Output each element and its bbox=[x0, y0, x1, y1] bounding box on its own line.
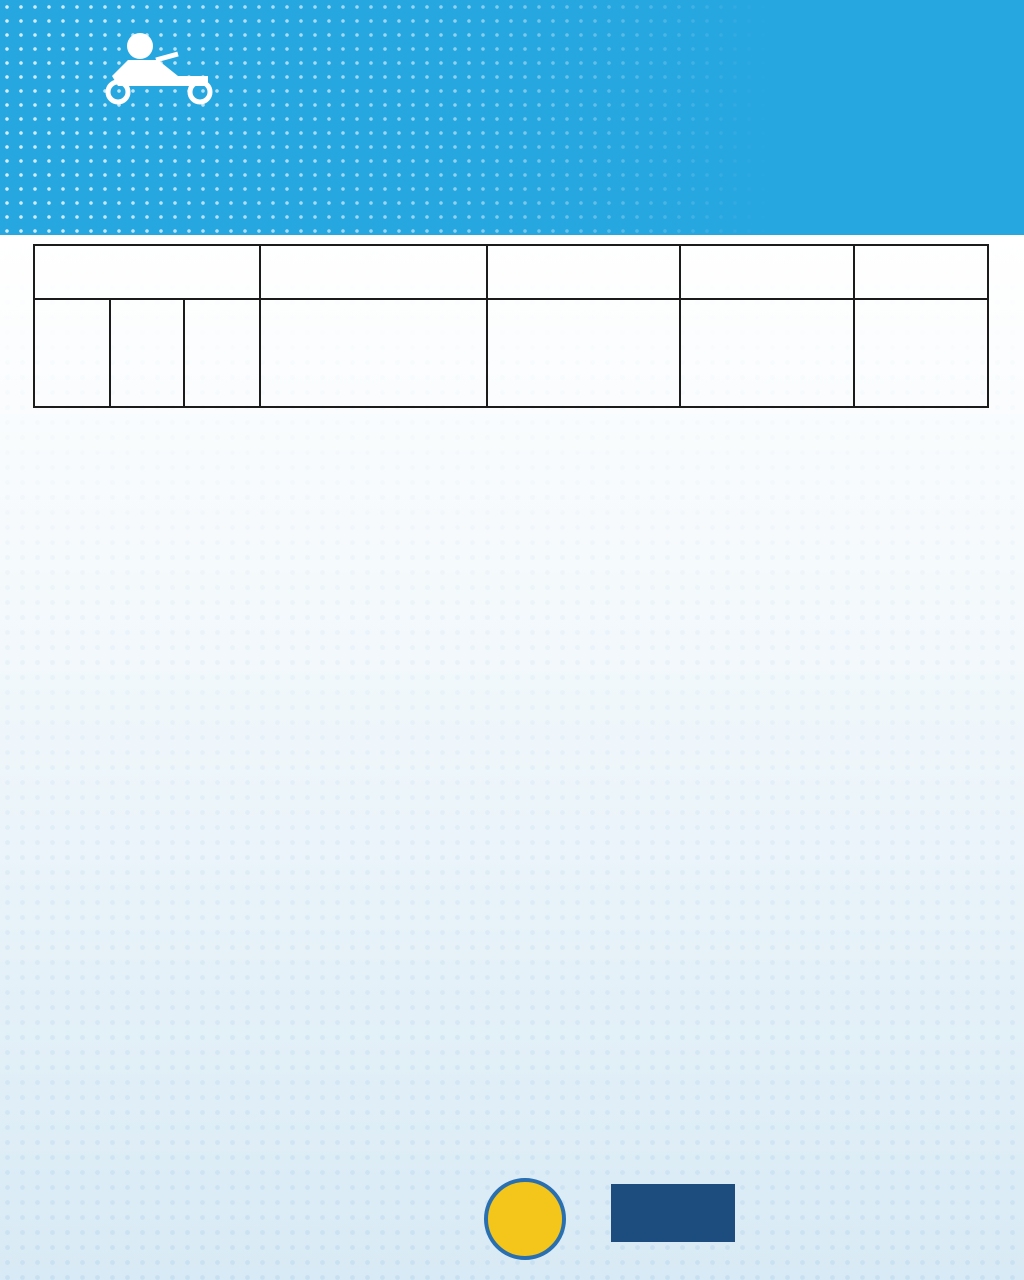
fuel-fin-cell bbox=[183, 298, 261, 408]
logo-subtitle bbox=[88, 138, 248, 152]
fuel-categoria-cell bbox=[259, 298, 488, 408]
karting-logo bbox=[58, 30, 248, 190]
fuel-comentarios-cell bbox=[679, 298, 855, 408]
fuel-tiempo-cell bbox=[109, 298, 185, 408]
header-hora-cell bbox=[33, 244, 261, 300]
header-banner bbox=[0, 0, 1024, 235]
header-categoria-cell bbox=[259, 244, 488, 300]
fuel-sesion-cell bbox=[486, 298, 681, 408]
aca-fia-logo bbox=[611, 1184, 735, 1242]
kart-driver-icon bbox=[78, 30, 238, 110]
header-ubicacion-cell bbox=[853, 244, 989, 300]
fuel-ubicacion-cell bbox=[853, 298, 989, 408]
header-comentarios-cell bbox=[679, 244, 855, 300]
header-sesion-cell bbox=[486, 244, 681, 300]
schedule-table bbox=[33, 244, 989, 1110]
cda-logo bbox=[484, 1178, 566, 1260]
fuel-inicio-cell bbox=[33, 298, 111, 408]
